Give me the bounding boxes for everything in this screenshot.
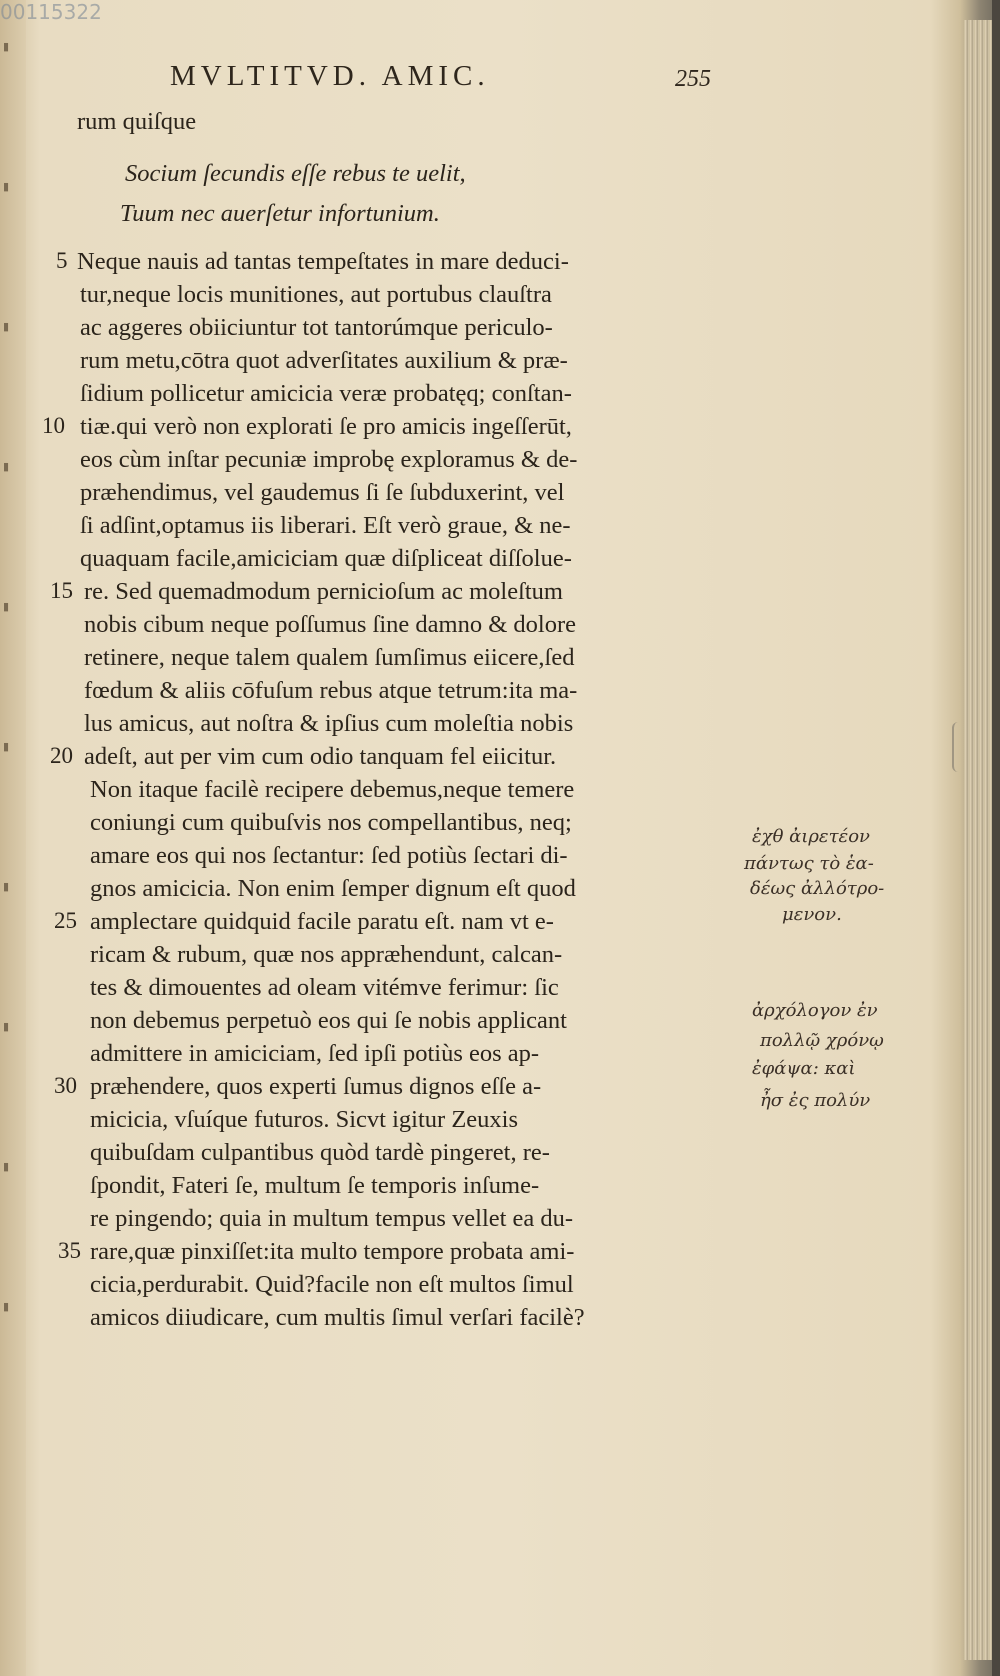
- gutter-show-through: ▮: [3, 320, 9, 333]
- text-line: tes & dimouentes ad oleam vitémve ferimur: ſic: [90, 974, 559, 1001]
- text-line: ac aggeres obiiciuntur tot tantorúmque periculo-: [80, 314, 553, 341]
- handwritten-note: πολλῷ χρόνῳ: [760, 1030, 884, 1051]
- binding-gutter: [0, 0, 26, 1676]
- line-number: 5: [56, 248, 68, 273]
- text-line: non debemus perpetuò eos qui ſe nobis applicant: [90, 1007, 567, 1034]
- gutter-show-through: ▮: [3, 460, 9, 473]
- handwritten-note: ἀρχόλογον ἐν: [752, 1000, 878, 1021]
- text-line: eos cùm inſtar pecuniæ improbę exploramus & de-: [80, 446, 578, 473]
- book-cover-edge: [992, 0, 1000, 1676]
- page-number: 255: [675, 66, 711, 92]
- text-line: re pingendo; quia in multum tempus vellet ea du-: [90, 1205, 574, 1232]
- handwritten-note: δέως ἀλλότρο-: [750, 878, 885, 899]
- text-line: cicia,perdurabit. Quid?facile non eſt multos ſimul: [90, 1271, 574, 1298]
- gutter-show-through: ▮: [3, 1020, 9, 1033]
- handwritten-note: μενον.: [782, 904, 842, 925]
- text-line: Socium ſecundis eſſe rebus te uelit,: [125, 160, 466, 187]
- text-line: præhendere, quos experti ſumus dignos eſſe a-: [90, 1073, 542, 1100]
- line-number: 10: [42, 413, 65, 438]
- text-line: admittere in amiciciam, ſed ipſi potiùs eos ap-: [90, 1040, 540, 1067]
- text-line: micicia, vſuíque futuros. Sicvt igitur Zeuxis: [90, 1106, 518, 1133]
- gutter-show-through: ▮: [3, 1300, 9, 1313]
- text-line: ſi adſint,optamus iis liberari. Eſt verò graue, & ne-: [80, 512, 571, 539]
- text-line: rum quiſque: [77, 108, 197, 135]
- line-number: 20: [50, 743, 73, 768]
- text-line: Tuum nec auerſetur infortunium.: [120, 200, 440, 227]
- handwritten-note: πάντως τὸ ἑα-: [744, 853, 874, 874]
- handwritten-note: ἐφάψα: καὶ: [752, 1058, 856, 1079]
- text-line: amare eos qui nos ſectantur: ſed potiùs ſectari di-: [90, 842, 568, 869]
- text-line: quaquam facile,amiciciam quæ diſpliceat diſſolue-: [80, 545, 572, 572]
- gutter-show-through: ▮: [3, 880, 9, 893]
- line-number: 25: [54, 908, 77, 933]
- text-line: rare,quæ pinxiſſet:ita multo tempore probata ami-: [90, 1238, 575, 1265]
- text-line: ſpondit, Fateri ſe, multum ſe temporis inſume-: [90, 1172, 540, 1199]
- gutter-show-through: ▮: [3, 600, 9, 613]
- gutter-show-through: ▮: [3, 180, 9, 193]
- running-header: MVLTITVD. AMIC.: [170, 60, 490, 92]
- text-line: lus amicus, aut noſtra & ipſius cum moleſtia nobis: [84, 710, 574, 737]
- gutter-show-through: ▮: [3, 740, 9, 753]
- line-number: 30: [54, 1073, 77, 1098]
- text-line: fœdum & aliis cōfuſum rebus atque tetrum:ita ma-: [84, 677, 578, 704]
- handwritten-note: ἦσ ἐς πολύν: [760, 1090, 871, 1111]
- text-line: Neque nauis ad tantas tempeſtates in mare deduci-: [77, 248, 569, 275]
- text-line: amicos diiudicare, cum multis ſimul verſari facilè?: [90, 1304, 585, 1331]
- text-line: quibuſdam culpantibus quòd tardè pingeret, re-: [90, 1139, 550, 1166]
- text-line: retinere, neque talem qualem ſumſimus eiicere,ſed: [84, 644, 575, 671]
- margin-bracket: [952, 722, 964, 772]
- text-line: tiæ.qui verò non explorati ſe pro amicis ingeſſerūt,: [80, 413, 572, 440]
- text-line: re. Sed quemadmodum pernicioſum ac moleſtum: [84, 578, 563, 605]
- text-line: gnos amicicia. Non enim ſemper dignum eſt quod: [90, 875, 576, 902]
- text-line: ricam & rubum, quæ nos appræhendunt, calcan-: [90, 941, 563, 968]
- text-line: ſidium pollicetur amicicia veræ probatęq; conſtan-: [80, 380, 572, 407]
- text-line: Non itaque facilè recipere debemus,neque temere: [90, 776, 575, 803]
- gutter-show-through: ▮: [3, 40, 9, 53]
- text-line: rum metu,cōtra quot adverſitates auxilium & præ-: [80, 347, 568, 374]
- archive-stamp: 00115322: [0, 0, 102, 24]
- handwritten-note: ἐχθ ἀιρετέον: [752, 826, 870, 847]
- text-line: adeſt, aut per vim cum odio tanquam fel eiicitur.: [84, 743, 557, 770]
- text-line: amplectare quidquid facile paratu eſt. nam vt e-: [90, 908, 554, 935]
- text-line: coniungi cum quibuſvis nos compellantibus, neq;: [90, 809, 572, 836]
- text-line: tur,neque locis munitiones, aut portubus clauſtra: [80, 281, 552, 308]
- text-line: præhendimus, vel gaudemus ſi ſe ſubduxerint, vel: [80, 479, 565, 506]
- text-line: nobis cibum neque poſſumus ſine damno & dolore: [84, 611, 576, 638]
- line-number: 15: [50, 578, 73, 603]
- line-number: 35: [58, 1238, 81, 1263]
- gutter-show-through: ▮: [3, 1160, 9, 1173]
